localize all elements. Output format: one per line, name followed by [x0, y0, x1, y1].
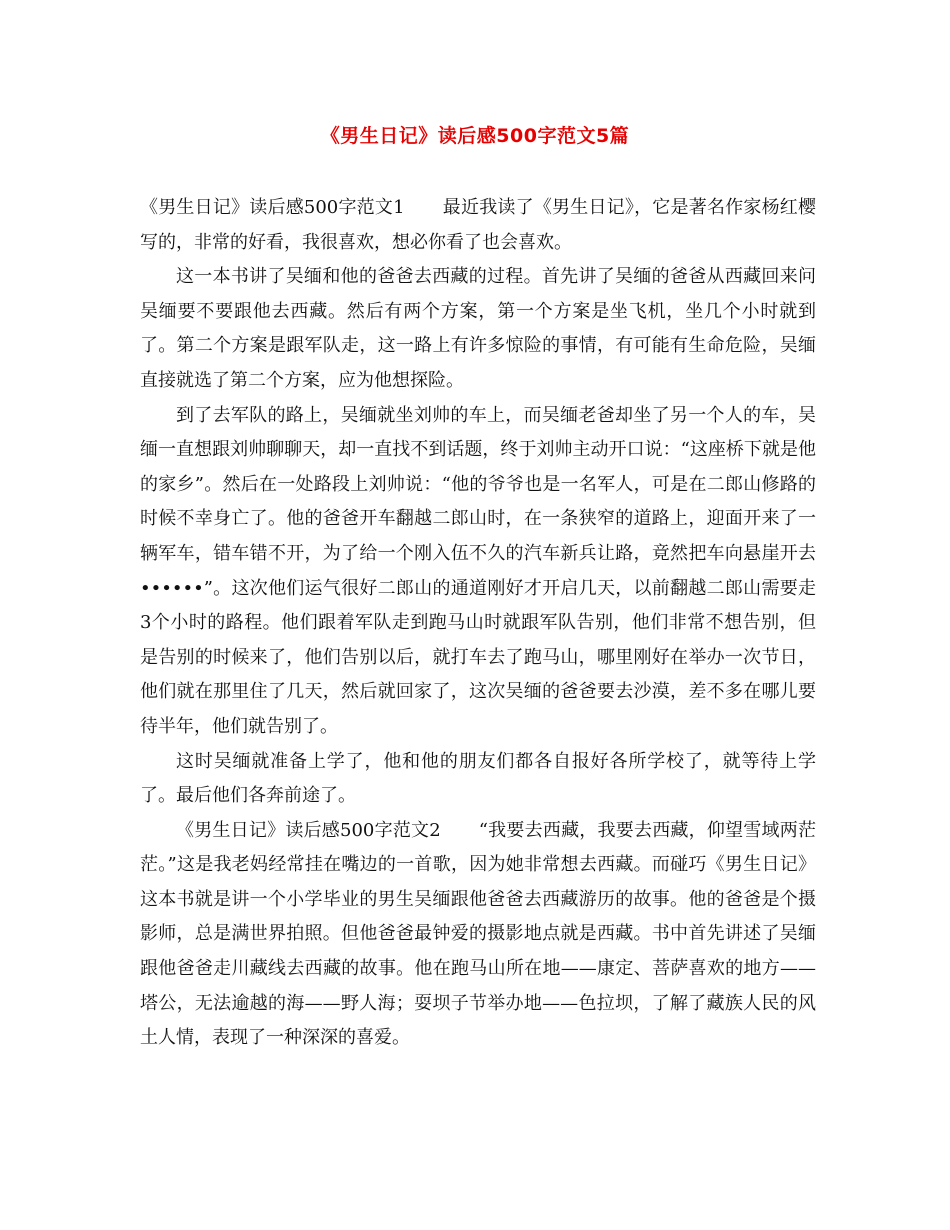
document-title: 《男生日记》读后感500字范文5篇	[320, 125, 630, 147]
section-1-paragraph-1: 最近我读了《男生日记》，它是著名作家杨红樱写的，非常的好看，我很喜欢，想必你看了也会喜欢。	[140, 197, 816, 253]
section-1-heading: 《男生日记》读后感500字范文1	[140, 197, 405, 218]
section-1-paragraph-3: 到了去军队的路上，吴缅就坐刘帅的车上，而吴缅老爸却坐了另一个人的车，吴缅一直想跟刘帅聊聊天，却一直找不到话题，终于刘帅主动开口说：“这座桥下就是他的家乡”。然后在一处路段上刘帅说：“他的爷爷也是一名军人，可是在二郎山修路的时候不幸身亡了。他的爸爸开车翻越二郎山时，在一条狭窄的道路上，迎面开来了一辆军车，错车错不开，为了给一个刚入伍不久的汽车新兵让路，竟然把车向悬崖开去••••••”。这次他们运气很好二郎山的通道刚好才开启几天，以前翻越二郎山需要走3个小时的路程。他们跟着军队走到跑马山时就跟军队告别，他们非常不想告别，但是告别的时候来了，他们告别以后，就打车去了跑马山，哪里刚好在举办一次节日，他们就在那里住了几天，然后就回家了，这次吴缅的爸爸要去沙漠，差不多在哪儿要待半年，他们就告别了。	[140, 404, 816, 737]
section-1-paragraph-4: 这时吴缅就准备上学了，他和他的朋友们都各自报好各所学校了，就等待上学了。最后他们各奔前途了。	[140, 750, 816, 807]
section-1-paragraph-2: 这一本书讲了吴缅和他的爸爸去西藏的过程。首先讲了吴缅的爸爸从西藏回来问吴缅要不要跟他去西藏。然后有两个方案，第一个方案是坐飞机，坐几个小时就到了。第二个方案是跟军队走，这一路上有许多惊险的事情，有可能有生命危险，吴缅直接就选了第二个方案，应为他想探险。	[140, 266, 816, 391]
section-1-opening-paragraph	[140, 191, 816, 260]
document-body	[140, 191, 816, 1056]
section-2-paragraph-1: “我要去西藏，我要去西藏，仰望雪域两茫茫。”这是我老妈经常挂在嘴边的一首歌，因为她非常想去西藏。而碰巧《男生日记》这本书就是讲一个小学毕业的男生吴缅跟他爸爸去西藏游历的故事。他的爸爸是个摄影师，总是满世界拍照。但他爸爸最钟爱的摄影地点就是西藏。书中首先讲述了吴缅跟他爸爸走川藏线去西藏的故事。他在跑马山所在地——康定、菩萨喜欢的地方——塔公，无法逾越的海——野人海；耍坝子节举办地——色拉坝，了解了藏族人民的风土人情，表现了一种深深的喜爱。	[140, 819, 817, 1049]
section-2-heading: 《男生日记》读后感500字范文2	[176, 819, 441, 841]
section-2-opening-paragraph	[140, 814, 816, 1056]
